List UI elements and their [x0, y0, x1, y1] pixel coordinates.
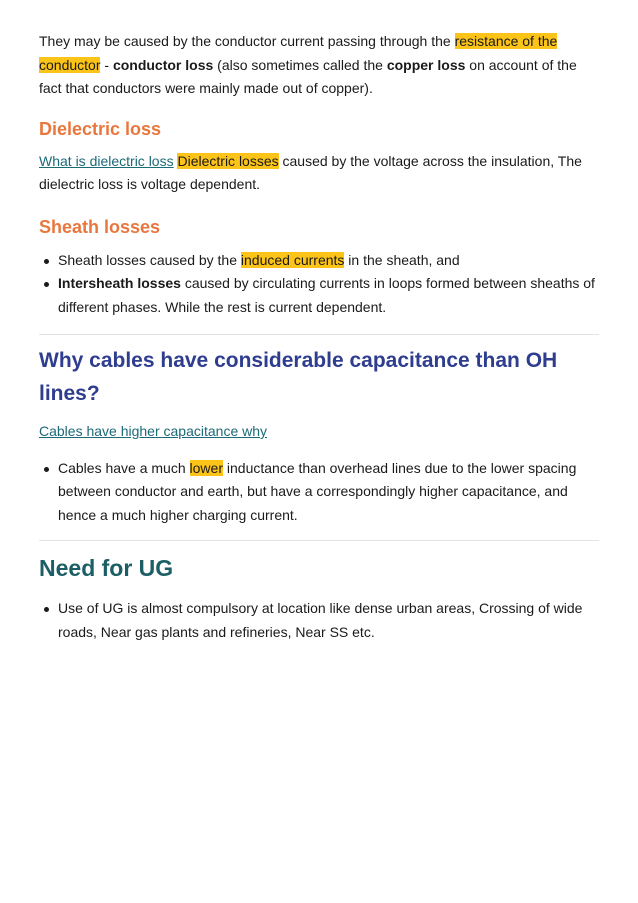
section-divider — [39, 334, 599, 335]
sheath-list — [39, 249, 598, 320]
capacitance-list — [39, 457, 598, 528]
link-cables-higher-capacitance[interactable]: Cables have higher capacitance why — [39, 423, 268, 439]
dielectric-paragraph — [39, 150, 598, 197]
bold-copper-loss: copper loss — [386, 56, 466, 73]
list-item — [58, 457, 598, 528]
highlight-resistance: resistance of the conductor — [39, 33, 558, 73]
list-text: caused by circulating currents in loops formed between sheaths of different phases. While the rest is current dependent. — [58, 275, 595, 315]
list-text: in the sheath, and — [344, 251, 460, 268]
heading-need-for-ug: Need for UG — [39, 555, 174, 581]
dielectric-text: caused by the voltage across the insulation, The dielectric loss is voltage dependent. — [39, 152, 582, 192]
heading-sheath-losses: Sheath losses — [39, 216, 161, 237]
bold-intersheath-losses: Intersheath losses — [58, 275, 181, 291]
bold-conductor-loss: conductor loss — [112, 56, 214, 73]
heading-dielectric-loss: Dielectric loss — [39, 118, 162, 139]
link-what-is-dielectric-loss[interactable]: What is dielectric loss — [39, 152, 174, 169]
highlight-induced-currents: induced currents — [240, 251, 345, 268]
intro-dash: - — [100, 56, 113, 73]
list-text: Cables have a much — [58, 459, 190, 476]
list-text: inductance than overhead lines due to the lower spacing between conductor and earth, but have a correspondingly higher capacitance, and hence a much higher charging current. — [58, 459, 577, 523]
list-item — [58, 272, 598, 319]
list-text: Sheath losses caused by the — [58, 251, 241, 268]
list-item: Use of UG is almost compulsory at location like dense urban areas, Crossing of wide roads, Near gas plants and refineries, Near SS etc. — [58, 597, 598, 644]
intro-text: (also sometimes called the — [213, 56, 387, 73]
ug-list — [39, 597, 598, 644]
section-divider — [39, 540, 599, 541]
highlight-dielectric-losses: Dielectric losses — [177, 152, 279, 169]
highlight-lower: lower — [189, 459, 223, 476]
capacitance-link-paragraph — [39, 420, 598, 444]
intro-text: They may be caused by the conductor current passing through the — [39, 33, 455, 49]
intro-paragraph — [39, 30, 598, 101]
heading-why-cables-capacitance: Why cables have considerable capacitance than OH lines? — [39, 349, 558, 405]
list-item — [58, 249, 598, 273]
intro-text: on account of the fact that conductors were mainly made out of copper). — [39, 56, 577, 96]
